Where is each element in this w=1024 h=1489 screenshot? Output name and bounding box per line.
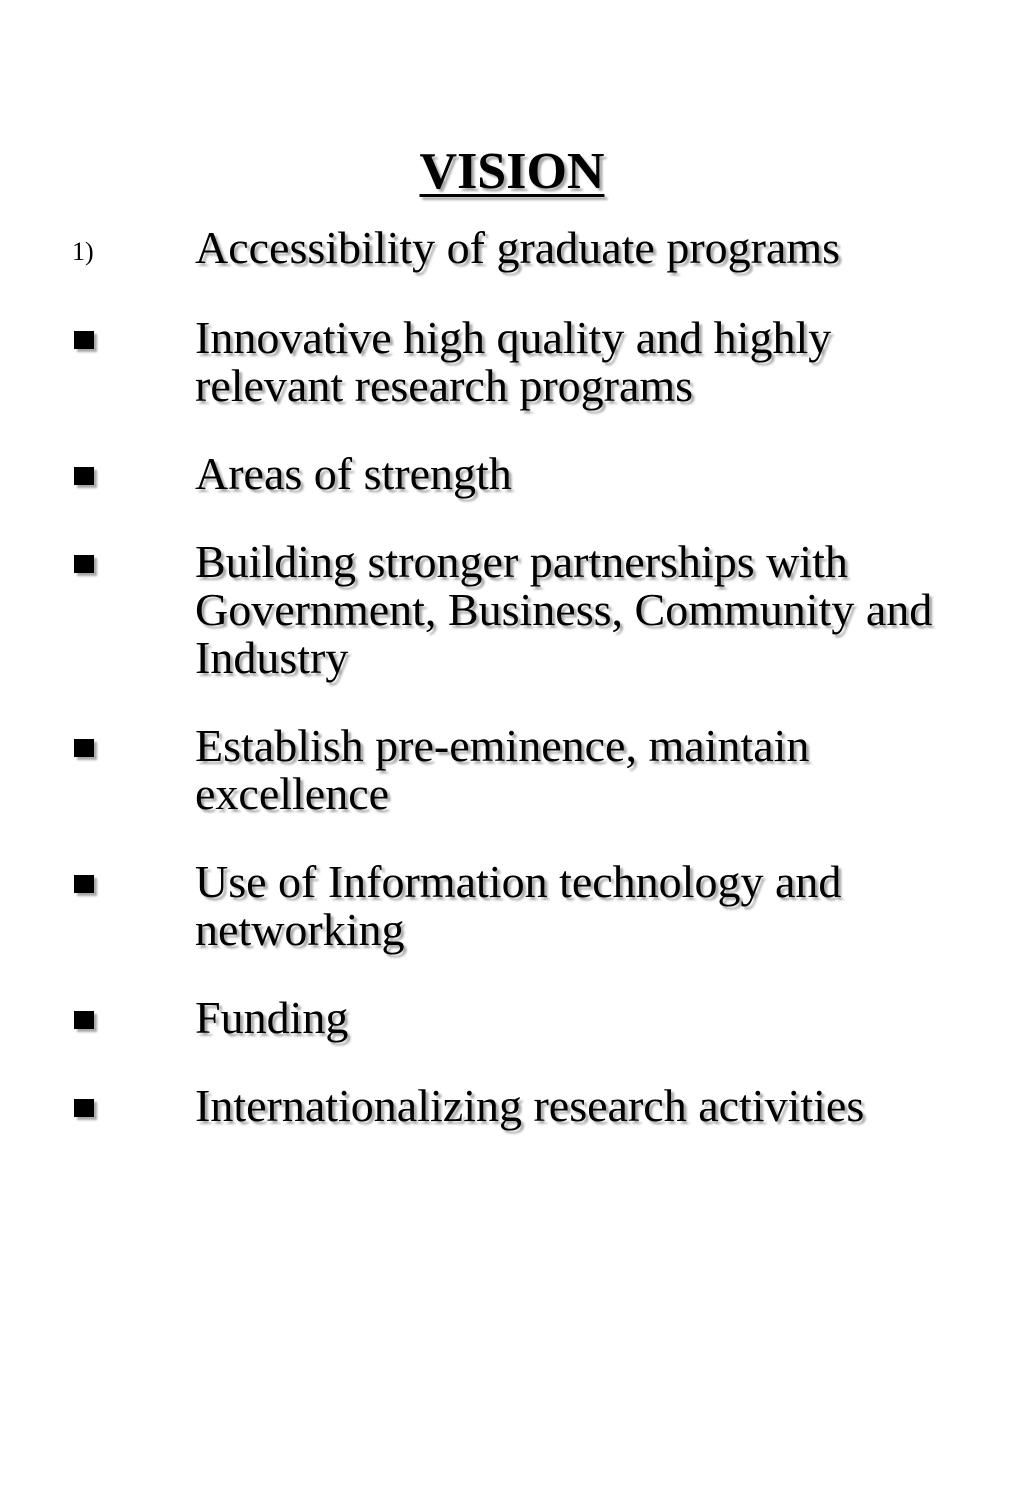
list-item: [0, 538, 1024, 682]
page-title: VISION: [419, 143, 605, 200]
square-bullet-icon: [74, 875, 94, 893]
square-bullet-icon: [74, 1099, 94, 1117]
square-bullet-icon: [74, 739, 94, 757]
list-item-text: Funding: [195, 992, 349, 1043]
vision-list: [0, 222, 1024, 1170]
list-item: [0, 222, 1024, 274]
list-number-marker: 1): [72, 237, 94, 266]
list-item-text: Internationalizing research activities: [195, 1080, 865, 1131]
square-bullet-icon: [74, 467, 94, 485]
list-item-text: Accessibility of graduate programs: [195, 222, 841, 273]
square-bullet-icon: [74, 331, 94, 349]
list-item: [0, 450, 1024, 498]
list-item: [0, 722, 1024, 818]
list-item: [0, 858, 1024, 954]
list-item-text: Establish pre-eminence, maintain excellence: [195, 720, 810, 819]
list-item: [0, 1082, 1024, 1130]
list-item-text: Innovative high quality and highly relevant research programs: [195, 312, 832, 411]
square-bullet-icon: [74, 1011, 94, 1029]
list-item-text: Use of Information technology and networking: [195, 856, 842, 955]
list-item: [0, 994, 1024, 1042]
list-item-text: Building stronger partnerships with Government, Business, Community and Industry: [195, 536, 933, 683]
square-bullet-icon: [74, 555, 94, 573]
list-item: [0, 314, 1024, 410]
list-item-text: Areas of strength: [195, 448, 512, 499]
